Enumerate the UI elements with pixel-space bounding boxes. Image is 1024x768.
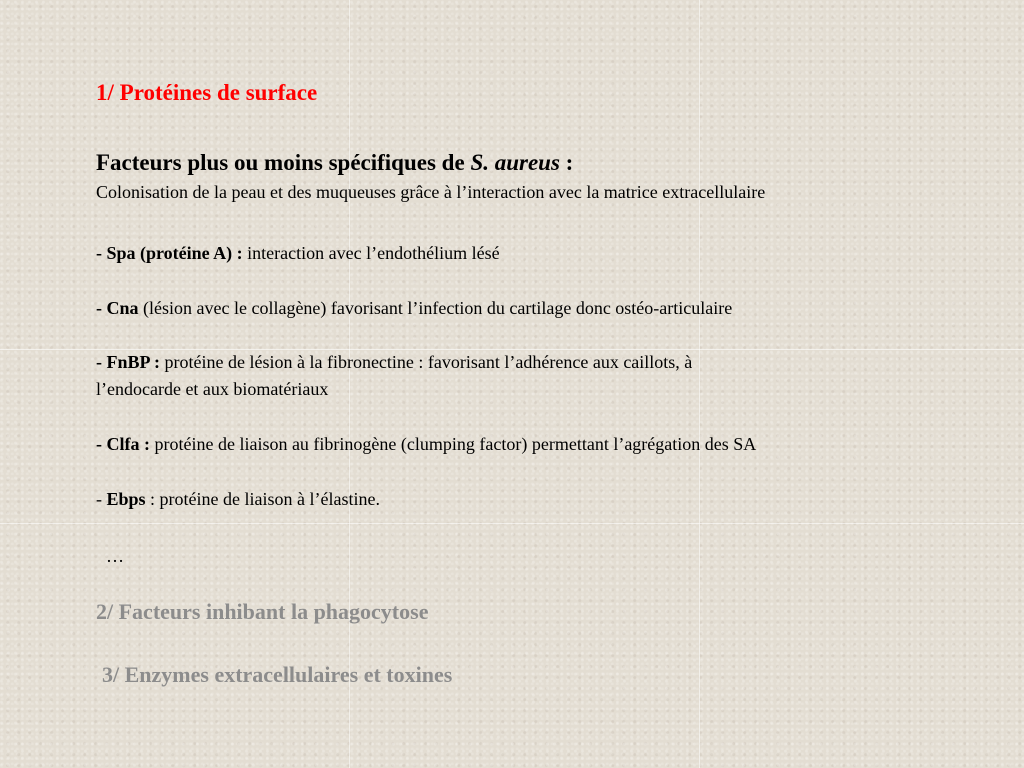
item-text: protéine de liaison au fibrinogène (clumping factor) permettant l’agrégation des SA [154,434,757,454]
item-text: (lésion avec le collagène) favorisant l’infection du cartilage donc ostéo-articulaire [138,298,733,318]
tile-seam [0,349,1024,350]
heading-prefix: Facteurs plus ou moins spécifiques de [96,150,471,175]
item-label: Ebps [106,489,146,509]
item-text: : protéine de liaison à l’élastine. [145,489,380,509]
list-item-fnbp [96,352,692,373]
ellipsis: … [106,546,124,566]
list-item-ebps [96,489,380,510]
tile-seam [349,0,350,768]
section-1-title: 1/ Protéines de surface [96,80,318,105]
item-label: - Clfa : [96,434,155,454]
heading-species: S. aureus [470,150,560,175]
section-2-title: 2/ Facteurs inhibant la phagocytose [96,599,429,624]
tile-seam [0,523,1024,524]
item-prefix: - [96,489,107,509]
list-item-spa [96,243,500,264]
list-item-fnbp-continued: l’endocarde et aux biomatériaux [96,379,329,399]
item-text: interaction avec l’endothélium lésé [247,243,500,263]
tile-seam [699,0,700,768]
list-item-clfa [96,434,756,455]
section-1-heading [96,150,573,176]
item-label: - Cna [96,298,139,318]
section-3-title: 3/ Enzymes extracellulaires et toxines [102,662,453,687]
item-label: - FnBP : [96,352,165,372]
item-label: - Spa (protéine A) : [96,243,248,263]
section-1-description: Colonisation de la peau et des muqueuses grâce à l’interaction avec la matrice extracellulaire [96,182,766,202]
item-text: protéine de lésion à la fibronectine : favorisant l’adhérence aux caillots, à [164,352,693,372]
list-item-cna [96,298,732,319]
heading-suffix: : [559,150,574,175]
